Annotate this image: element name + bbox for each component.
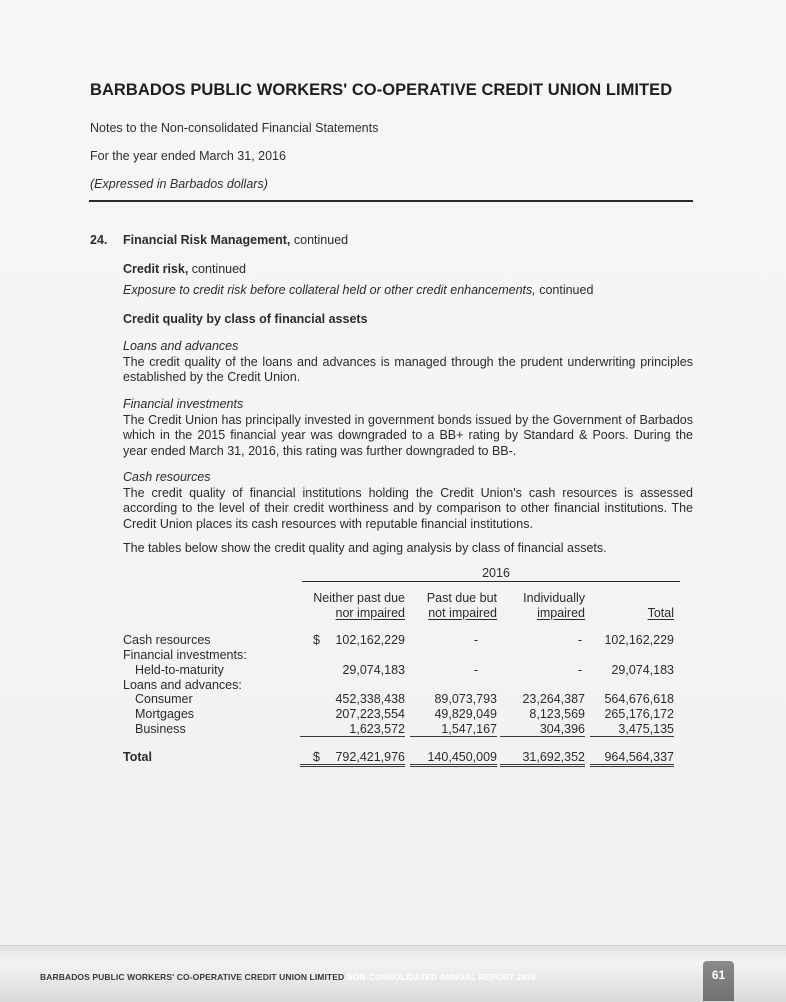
table-row — [123, 722, 683, 737]
total-value: 964,564,337 — [590, 750, 674, 767]
cell-value: - — [577, 663, 582, 677]
total-label: Total — [123, 750, 152, 764]
column-header — [300, 591, 405, 621]
cell-value: - — [577, 633, 582, 647]
column-header-line1: Past due but — [426, 591, 497, 605]
page-number: 61 — [703, 961, 734, 1001]
paragraph-title: Cash resources — [123, 470, 211, 484]
cell-value: 23,264,387 — [522, 692, 585, 706]
column-header — [500, 591, 585, 621]
subsection-exposure — [123, 283, 593, 297]
footer-text — [40, 972, 536, 982]
column-header-line2: not impaired — [428, 606, 497, 620]
section-title-bold: Financial Risk Management, — [123, 233, 291, 247]
table-row — [123, 678, 683, 693]
table-row — [123, 663, 683, 678]
table-row — [123, 633, 683, 648]
credit-risk-bold: Credit risk, — [123, 262, 189, 276]
cell-value: 304,396 — [500, 722, 585, 737]
total-value: 140,450,009 — [410, 750, 497, 767]
currency-note: (Expressed in Barbados dollars) — [90, 177, 268, 191]
document-subtitle: Notes to the Non-consolidated Financial Statements — [90, 121, 379, 135]
paragraph-cash — [123, 470, 693, 532]
footer-org: BARBADOS PUBLIC WORKERS' CO-OPERATIVE CREDIT UNION LIMITED — [40, 972, 345, 982]
section-title-continued: continued — [290, 233, 349, 247]
cell-value: 265,176,172 — [604, 707, 674, 721]
cell-value: 29,074,183 — [611, 663, 674, 677]
column-header-line1: Neither past due — [313, 591, 405, 605]
table-total-row — [123, 750, 683, 765]
row-label: Loans and advances: — [123, 678, 242, 692]
credit-quality-heading: Credit quality by class of financial assets — [123, 312, 368, 326]
paragraph-title: Financial investments — [123, 397, 244, 411]
row-label: Held-to-maturity — [135, 663, 224, 677]
row-label: Financial investments: — [123, 648, 247, 662]
period-label: For the year ended March 31, 2016 — [90, 149, 286, 163]
section-title — [123, 233, 348, 247]
document-title: BARBADOS PUBLIC WORKERS' CO-OPERATIVE CREDIT UNION LIMITED — [90, 81, 673, 99]
cell-value: 1,547,167 — [410, 722, 497, 737]
cell-value: 207,223,554 — [335, 707, 405, 721]
page-footer — [0, 945, 786, 1002]
table-row — [123, 707, 683, 722]
cell-value: 8,123,569 — [529, 707, 585, 721]
table-row — [123, 692, 683, 707]
subsection-credit-risk — [123, 262, 246, 276]
table-row — [123, 648, 683, 663]
cell-value: 1,623,572 — [300, 722, 405, 737]
currency-symbol: $ — [313, 750, 320, 764]
cell-value: 3,475,135 — [590, 722, 674, 737]
paragraph-text: The credit quality of the loans and advances is managed through the prudent underwriting principles established by the Credit Union. — [123, 354, 693, 384]
total-value: 31,692,352 — [500, 750, 585, 767]
cell-value: 102,162,229 — [604, 633, 674, 647]
cell-value: 89,073,793 — [434, 692, 497, 706]
year-divider — [302, 581, 680, 582]
cell-value: 452,338,438 — [335, 692, 405, 706]
exposure-continued: continued — [535, 283, 594, 297]
exposure-italic: Exposure to credit risk before collateral held or other credit enhancements, — [123, 283, 536, 297]
column-header-line1 — [590, 591, 674, 606]
currency-symbol: $ — [313, 633, 320, 647]
column-header — [410, 591, 497, 621]
paragraph-investments — [123, 397, 693, 459]
column-header-line2: nor impaired — [335, 606, 405, 620]
row-label: Mortgages — [135, 707, 195, 721]
row-label: Business — [135, 722, 186, 736]
column-header-line2: impaired — [537, 606, 585, 620]
cell-value: 102,162,229 — [335, 633, 405, 647]
row-label: Consumer — [135, 692, 193, 706]
row-label: Cash resources — [123, 633, 211, 647]
footer-report-title: NON-CONSOLIDATED ANNUAL REPORT 2016 — [344, 972, 537, 982]
column-header-line2: Total — [647, 606, 674, 620]
column-header-line1: Individually — [523, 591, 585, 605]
cell-value: - — [473, 633, 478, 647]
header-divider — [89, 200, 693, 202]
paragraph-text: The Credit Union has principally invested in government bonds issued by the Government of Barbados which in the 2015 financial year was downgraded to a BB+ rating by Standard & Poors. During the year ended March 31, 2016, this rating was further downgraded to BB-. — [123, 412, 693, 458]
cell-value: 49,829,049 — [434, 707, 497, 721]
column-header — [590, 591, 674, 621]
paragraph-text: The credit quality of financial institutions holding the Credit Union's cash resources is assessed according to the level of their credit worthiness and by comparison to other financial institutions. The Credit Union places its cash resources with reputable financial institutions. — [123, 485, 693, 531]
cell-value: 564,676,618 — [604, 692, 674, 706]
section-number: 24. — [90, 233, 108, 247]
paragraph-title: Loans and advances — [123, 339, 239, 353]
tables-intro: The tables below show the credit quality and aging analysis by class of financial assets. — [123, 541, 607, 555]
cell-value: - — [473, 663, 478, 677]
table-year: 2016 — [482, 566, 510, 580]
cell-value: 29,074,183 — [342, 663, 405, 677]
total-value: 792,421,976 — [300, 750, 405, 767]
paragraph-loans — [123, 339, 693, 386]
credit-risk-continued: continued — [188, 262, 246, 276]
